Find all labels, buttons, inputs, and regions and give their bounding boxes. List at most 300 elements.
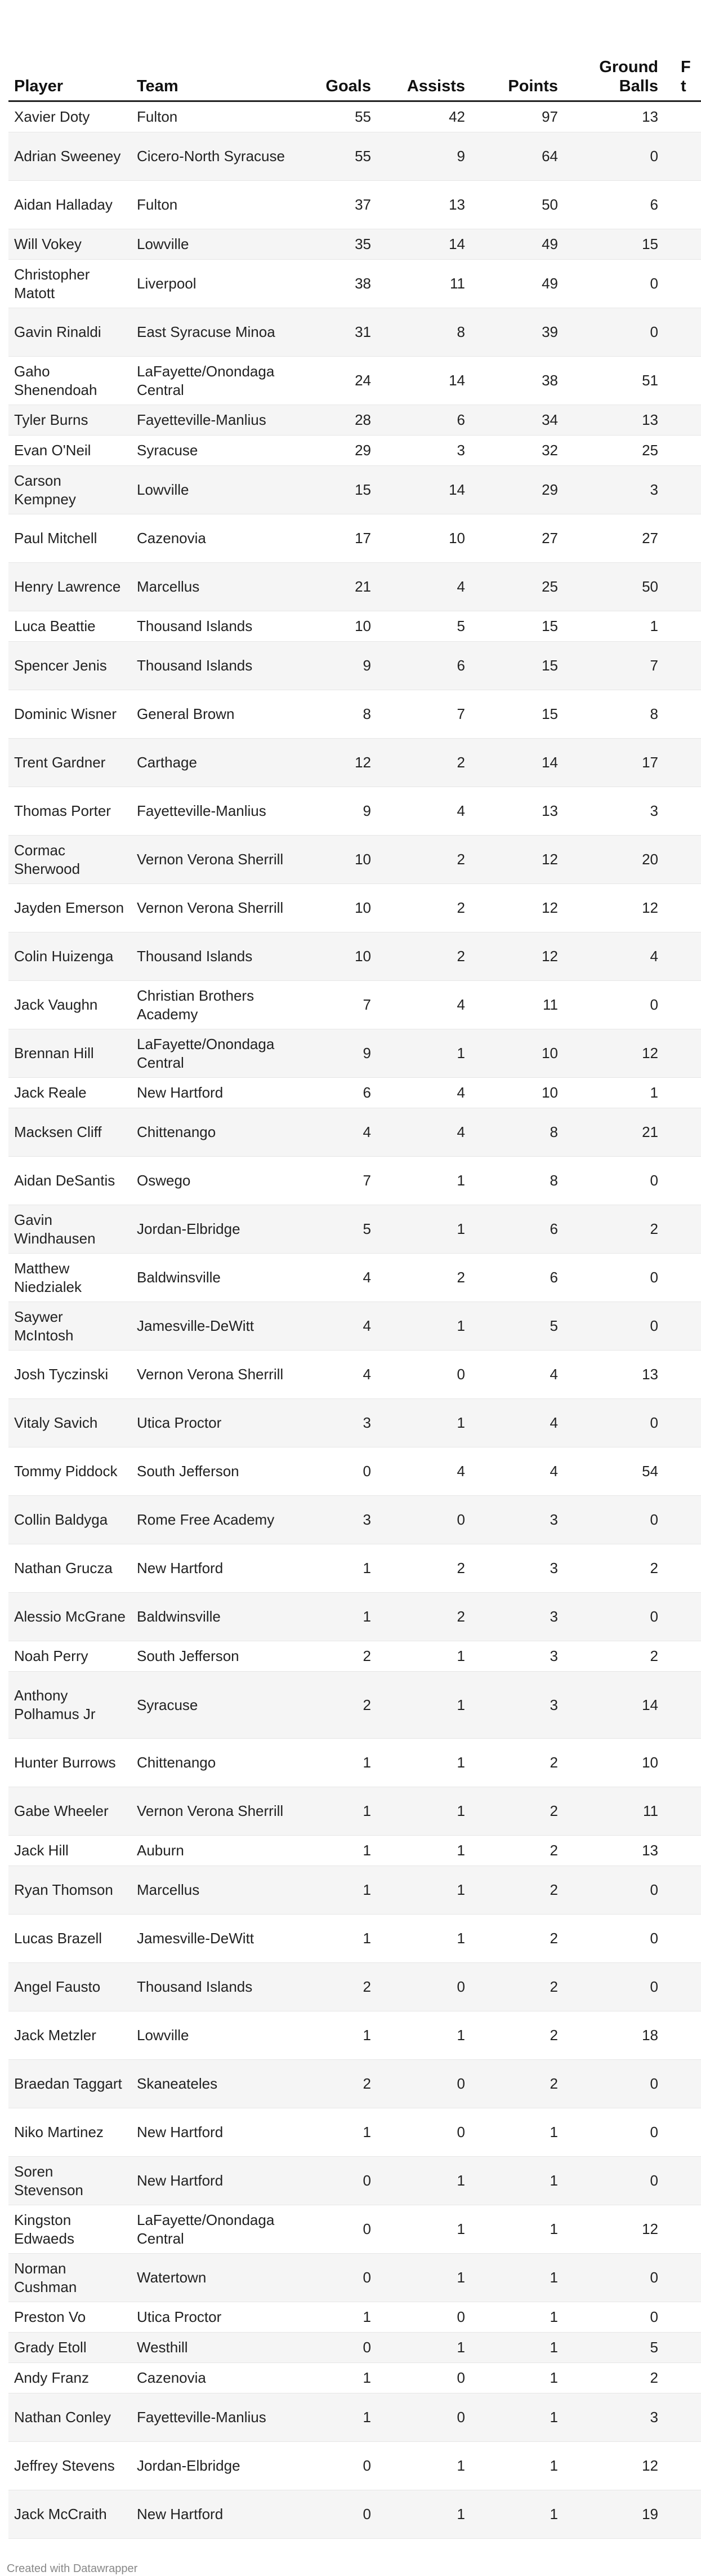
cell-player: Aidan Halladay	[8, 181, 131, 229]
cell-goals: 21	[300, 563, 377, 611]
cell-ground-balls: 12	[564, 884, 664, 932]
cell-player: Lucas Brazell	[8, 1915, 131, 1963]
cell-truncated	[664, 1157, 701, 1205]
cell-assists: 1	[377, 2490, 471, 2539]
table-row	[8, 690, 701, 739]
cell-ground-balls: 0	[564, 1915, 664, 1963]
cell-ground-balls: 0	[564, 2302, 664, 2333]
cell-ground-balls: 11	[564, 1787, 664, 1836]
cell-player: Paul Mitchell	[8, 514, 131, 563]
cell-truncated	[664, 1078, 701, 1108]
cell-ground-balls: 10	[564, 1739, 664, 1787]
table-row	[8, 1544, 701, 1593]
cell-points: 25	[471, 563, 564, 611]
cell-truncated	[664, 436, 701, 466]
cell-player: Evan O'Neil	[8, 436, 131, 466]
table-row	[8, 1108, 701, 1157]
cell-team: Oswego	[131, 1157, 300, 1205]
cell-assists: 7	[377, 690, 471, 739]
cell-team: Cazenovia	[131, 514, 300, 563]
cell-points: 1	[471, 2393, 564, 2442]
cell-assists: 1	[377, 2254, 471, 2302]
cell-truncated	[664, 514, 701, 563]
cell-player: Braedan Taggart	[8, 2060, 131, 2108]
cell-truncated	[664, 1915, 701, 1963]
cell-team: Utica Proctor	[131, 1399, 300, 1447]
cell-team: Jamesville-DeWitt	[131, 1915, 300, 1963]
cell-assists: 1	[377, 2157, 471, 2205]
cell-player: Colin Huizenga	[8, 932, 131, 981]
cell-truncated	[664, 101, 701, 132]
table-row	[8, 181, 701, 229]
table-row	[8, 514, 701, 563]
cell-team: Fulton	[131, 101, 300, 132]
cell-goals: 0	[300, 2254, 377, 2302]
cell-ground-balls: 0	[564, 260, 664, 308]
cell-assists: 13	[377, 181, 471, 229]
cell-ground-balls: 15	[564, 229, 664, 260]
table-row	[8, 1672, 701, 1739]
cell-team: Auburn	[131, 1836, 300, 1866]
cell-assists: 2	[377, 739, 471, 787]
column-header-truncated[interactable]: F t	[664, 34, 701, 101]
cell-team: Thousand Islands	[131, 642, 300, 690]
cell-assists: 4	[377, 1108, 471, 1157]
cell-truncated	[664, 2302, 701, 2333]
cell-goals: 0	[300, 2157, 377, 2205]
cell-points: 27	[471, 514, 564, 563]
table-row	[8, 1254, 701, 1302]
table-row	[8, 405, 701, 436]
cell-ground-balls: 50	[564, 563, 664, 611]
cell-points: 2	[471, 1836, 564, 1866]
cell-points: 3	[471, 1496, 564, 1544]
cell-points: 2	[471, 1866, 564, 1915]
cell-player: Aidan DeSantis	[8, 1157, 131, 1205]
cell-ground-balls: 2	[564, 1205, 664, 1254]
cell-player: Jack McCraith	[8, 2490, 131, 2539]
cell-player: Kingston Edwaeds	[8, 2205, 131, 2254]
cell-points: 5	[471, 1302, 564, 1351]
cell-truncated	[664, 1029, 701, 1078]
cell-team: South Jefferson	[131, 1641, 300, 1672]
cell-player: Carson Kempney	[8, 466, 131, 514]
cell-ground-balls: 0	[564, 2108, 664, 2157]
cell-ground-balls: 0	[564, 2060, 664, 2108]
cell-goals: 17	[300, 514, 377, 563]
cell-team: LaFayette/Onondaga Central	[131, 2205, 300, 2254]
table-row	[8, 642, 701, 690]
cell-points: 2	[471, 2011, 564, 2060]
cell-points: 1	[471, 2333, 564, 2363]
cell-team: Westhill	[131, 2333, 300, 2363]
cell-player: Hunter Burrows	[8, 1739, 131, 1787]
cell-assists: 3	[377, 436, 471, 466]
cell-points: 1	[471, 2302, 564, 2333]
cell-points: 1	[471, 2108, 564, 2157]
cell-points: 3	[471, 1544, 564, 1593]
cell-assists: 2	[377, 1544, 471, 1593]
cell-ground-balls: 3	[564, 466, 664, 514]
cell-truncated	[664, 690, 701, 739]
cell-player: Macksen Cliff	[8, 1108, 131, 1157]
cell-player: Andy Franz	[8, 2363, 131, 2393]
cell-goals: 2	[300, 1641, 377, 1672]
cell-truncated	[664, 642, 701, 690]
cell-ground-balls: 19	[564, 2490, 664, 2539]
cell-truncated	[664, 2011, 701, 2060]
cell-assists: 1	[377, 1157, 471, 1205]
cell-assists: 14	[377, 229, 471, 260]
column-header-ground-balls[interactable]: Ground Balls	[564, 34, 664, 101]
cell-ground-balls: 3	[564, 2393, 664, 2442]
cell-goals: 4	[300, 1254, 377, 1302]
cell-points: 29	[471, 466, 564, 514]
cell-ground-balls: 5	[564, 2333, 664, 2363]
table-row	[8, 1399, 701, 1447]
cell-goals: 1	[300, 1593, 377, 1641]
cell-points: 97	[471, 101, 564, 132]
table-row	[8, 836, 701, 884]
cell-team: East Syracuse Minoa	[131, 308, 300, 357]
cell-assists: 1	[377, 1836, 471, 1866]
cell-team: Fayetteville-Manlius	[131, 405, 300, 436]
cell-truncated	[664, 2393, 701, 2442]
cell-ground-balls: 0	[564, 1593, 664, 1641]
cell-player: Jack Vaughn	[8, 981, 131, 1029]
cell-goals: 1	[300, 2108, 377, 2157]
cell-assists: 1	[377, 1302, 471, 1351]
table-row	[8, 2011, 701, 2060]
cell-truncated	[664, 836, 701, 884]
cell-goals: 55	[300, 101, 377, 132]
cell-player: Luca Beattie	[8, 611, 131, 642]
cell-goals: 1	[300, 1787, 377, 1836]
cell-assists: 11	[377, 260, 471, 308]
cell-player: Josh Tyczinski	[8, 1351, 131, 1399]
cell-player: Dominic Wisner	[8, 690, 131, 739]
cell-goals: 4	[300, 1302, 377, 1351]
cell-player: Trent Gardner	[8, 739, 131, 787]
cell-team: Rome Free Academy	[131, 1496, 300, 1544]
cell-team: Fayetteville-Manlius	[131, 787, 300, 836]
cell-truncated	[664, 1544, 701, 1593]
cell-goals: 9	[300, 1029, 377, 1078]
cell-points: 4	[471, 1399, 564, 1447]
cell-ground-balls: 14	[564, 1672, 664, 1739]
cell-player: Jack Metzler	[8, 2011, 131, 2060]
cell-player: Tyler Burns	[8, 405, 131, 436]
table-row	[8, 2490, 701, 2539]
cell-ground-balls: 0	[564, 308, 664, 357]
cell-team: Lowville	[131, 229, 300, 260]
cell-assists: 4	[377, 563, 471, 611]
cell-team: Vernon Verona Sherrill	[131, 884, 300, 932]
cell-assists: 1	[377, 2442, 471, 2490]
cell-points: 13	[471, 787, 564, 836]
table-header-row	[8, 34, 701, 101]
table-row	[8, 1029, 701, 1078]
table-row	[8, 2254, 701, 2302]
cell-ground-balls: 0	[564, 1302, 664, 1351]
cell-points: 12	[471, 932, 564, 981]
cell-ground-balls: 12	[564, 2205, 664, 2254]
cell-ground-balls: 0	[564, 132, 664, 181]
cell-points: 14	[471, 739, 564, 787]
cell-team: LaFayette/Onondaga Central	[131, 357, 300, 405]
cell-truncated	[664, 229, 701, 260]
table-row	[8, 1866, 701, 1915]
cell-ground-balls: 0	[564, 1254, 664, 1302]
cell-team: New Hartford	[131, 1078, 300, 1108]
cell-truncated	[664, 981, 701, 1029]
cell-team: Syracuse	[131, 436, 300, 466]
cell-ground-balls: 27	[564, 514, 664, 563]
cell-assists: 0	[377, 2060, 471, 2108]
cell-player: Adrian Sweeney	[8, 132, 131, 181]
table-row	[8, 1205, 701, 1254]
cell-ground-balls: 54	[564, 1447, 664, 1496]
cell-team: Vernon Verona Sherrill	[131, 1787, 300, 1836]
cell-points: 4	[471, 1447, 564, 1496]
table-row	[8, 1496, 701, 1544]
cell-ground-balls: 17	[564, 739, 664, 787]
cell-points: 12	[471, 836, 564, 884]
cell-assists: 1	[377, 2011, 471, 2060]
cell-assists: 0	[377, 1496, 471, 1544]
cell-player: Henry Lawrence	[8, 563, 131, 611]
cell-team: Jordan-Elbridge	[131, 1205, 300, 1254]
cell-truncated	[664, 2442, 701, 2490]
table-row	[8, 357, 701, 405]
column-header-player[interactable]: Player	[8, 34, 131, 101]
cell-points: 2	[471, 1739, 564, 1787]
table-row	[8, 787, 701, 836]
cell-player: Norman Cushman	[8, 2254, 131, 2302]
cell-player: Tommy Piddock	[8, 1447, 131, 1496]
cell-assists: 4	[377, 981, 471, 1029]
cell-points: 15	[471, 611, 564, 642]
cell-goals: 10	[300, 836, 377, 884]
cell-ground-balls: 13	[564, 405, 664, 436]
table-row	[8, 1157, 701, 1205]
column-header-team[interactable]: Team	[131, 34, 300, 101]
cell-goals: 31	[300, 308, 377, 357]
cell-player: Soren Stevenson	[8, 2157, 131, 2205]
cell-truncated	[664, 2108, 701, 2157]
cell-goals: 55	[300, 132, 377, 181]
cell-truncated	[664, 405, 701, 436]
table-row	[8, 2393, 701, 2442]
cell-assists: 1	[377, 1739, 471, 1787]
cell-goals: 10	[300, 932, 377, 981]
cell-goals: 8	[300, 690, 377, 739]
cell-points: 1	[471, 2442, 564, 2490]
cell-truncated	[664, 1866, 701, 1915]
cell-points: 2	[471, 1963, 564, 2011]
cell-ground-balls: 12	[564, 1029, 664, 1078]
cell-team: Carthage	[131, 739, 300, 787]
cell-points: 32	[471, 436, 564, 466]
cell-goals: 29	[300, 436, 377, 466]
table-row	[8, 2157, 701, 2205]
cell-goals: 7	[300, 981, 377, 1029]
cell-goals: 7	[300, 1157, 377, 1205]
cell-points: 2	[471, 1787, 564, 1836]
cell-goals: 2	[300, 1963, 377, 2011]
cell-ground-balls: 2	[564, 1544, 664, 1593]
cell-truncated	[664, 1672, 701, 1739]
cell-player: Anthony Polhamus Jr	[8, 1672, 131, 1739]
cell-assists: 1	[377, 1787, 471, 1836]
cell-ground-balls: 0	[564, 2157, 664, 2205]
table-row	[8, 1078, 701, 1108]
cell-goals: 1	[300, 2302, 377, 2333]
cell-goals: 9	[300, 642, 377, 690]
cell-ground-balls: 21	[564, 1108, 664, 1157]
cell-player: Vitaly Savich	[8, 1399, 131, 1447]
cell-player: Xavier Doty	[8, 101, 131, 132]
cell-assists: 4	[377, 1447, 471, 1496]
cell-truncated	[664, 357, 701, 405]
cell-truncated	[664, 181, 701, 229]
cell-truncated	[664, 1787, 701, 1836]
cell-team: Syracuse	[131, 1672, 300, 1739]
cell-goals: 6	[300, 1078, 377, 1108]
cell-player: Matthew Niedzialek	[8, 1254, 131, 1302]
cell-goals: 0	[300, 1447, 377, 1496]
cell-ground-balls: 0	[564, 1399, 664, 1447]
cell-team: New Hartford	[131, 2108, 300, 2157]
cell-ground-balls: 51	[564, 357, 664, 405]
cell-team: Skaneateles	[131, 2060, 300, 2108]
cell-player: Alessio McGrane	[8, 1593, 131, 1641]
cell-player: Preston Vo	[8, 2302, 131, 2333]
table-row	[8, 739, 701, 787]
table-row	[8, 132, 701, 181]
cell-team: Fulton	[131, 181, 300, 229]
cell-player: Jayden Emerson	[8, 884, 131, 932]
cell-goals: 3	[300, 1399, 377, 1447]
cell-team: New Hartford	[131, 2157, 300, 2205]
cell-assists: 14	[377, 466, 471, 514]
table-row	[8, 2442, 701, 2490]
cell-assists: 1	[377, 1672, 471, 1739]
cell-truncated	[664, 611, 701, 642]
cell-points: 15	[471, 642, 564, 690]
column-header-goals[interactable]: Goals	[300, 34, 377, 101]
cell-ground-balls: 0	[564, 2254, 664, 2302]
cell-team: New Hartford	[131, 1544, 300, 1593]
table-row	[8, 884, 701, 932]
cell-ground-balls: 0	[564, 981, 664, 1029]
cell-truncated	[664, 563, 701, 611]
cell-assists: 1	[377, 1641, 471, 1672]
table-row	[8, 1447, 701, 1496]
cell-goals: 35	[300, 229, 377, 260]
cell-team: Cazenovia	[131, 2363, 300, 2393]
cell-goals: 4	[300, 1108, 377, 1157]
table-row	[8, 563, 701, 611]
column-header-points[interactable]: Points	[471, 34, 564, 101]
cell-assists: 0	[377, 2108, 471, 2157]
datawrapper-credit[interactable]: Created with Datawrapper	[7, 2562, 138, 2575]
cell-assists: 6	[377, 405, 471, 436]
cell-points: 38	[471, 357, 564, 405]
cell-team: Lowville	[131, 2011, 300, 2060]
cell-ground-balls: 25	[564, 436, 664, 466]
cell-player: Jeffrey Stevens	[8, 2442, 131, 2490]
cell-truncated	[664, 132, 701, 181]
cell-goals: 9	[300, 787, 377, 836]
cell-truncated	[664, 739, 701, 787]
cell-points: 11	[471, 981, 564, 1029]
cell-ground-balls: 2	[564, 2363, 664, 2393]
cell-team: New Hartford	[131, 2490, 300, 2539]
cell-ground-balls: 13	[564, 101, 664, 132]
cell-ground-balls: 13	[564, 1836, 664, 1866]
cell-assists: 0	[377, 1351, 471, 1399]
cell-player: Gavin Rinaldi	[8, 308, 131, 357]
cell-goals: 0	[300, 2333, 377, 2363]
table-row	[8, 308, 701, 357]
cell-team: Baldwinsville	[131, 1254, 300, 1302]
cell-player: Collin Baldyga	[8, 1496, 131, 1544]
cell-points: 10	[471, 1029, 564, 1078]
table-row	[8, 1351, 701, 1399]
cell-player: Jack Hill	[8, 1836, 131, 1866]
cell-assists: 5	[377, 611, 471, 642]
cell-assists: 2	[377, 884, 471, 932]
cell-team: Marcellus	[131, 1866, 300, 1915]
cell-assists: 4	[377, 787, 471, 836]
cell-goals: 12	[300, 739, 377, 787]
cell-truncated	[664, 884, 701, 932]
cell-truncated	[664, 1108, 701, 1157]
cell-ground-balls: 20	[564, 836, 664, 884]
cell-goals: 28	[300, 405, 377, 436]
cell-assists: 10	[377, 514, 471, 563]
cell-points: 12	[471, 884, 564, 932]
table-row	[8, 2108, 701, 2157]
cell-team: Vernon Verona Sherrill	[131, 836, 300, 884]
cell-player: Brennan Hill	[8, 1029, 131, 1078]
cell-team: Liverpool	[131, 260, 300, 308]
cell-team: Baldwinsville	[131, 1593, 300, 1641]
cell-assists: 1	[377, 2333, 471, 2363]
cell-goals: 10	[300, 611, 377, 642]
cell-assists: 1	[377, 1029, 471, 1078]
cell-assists: 0	[377, 2363, 471, 2393]
cell-truncated	[664, 1963, 701, 2011]
cell-ground-balls: 1	[564, 611, 664, 642]
cell-assists: 2	[377, 1593, 471, 1641]
cell-team: South Jefferson	[131, 1447, 300, 1496]
cell-ground-balls: 2	[564, 1641, 664, 1672]
cell-points: 49	[471, 229, 564, 260]
cell-assists: 2	[377, 932, 471, 981]
cell-assists: 1	[377, 1399, 471, 1447]
cell-player: Will Vokey	[8, 229, 131, 260]
cell-ground-balls: 3	[564, 787, 664, 836]
cell-truncated	[664, 1593, 701, 1641]
column-header-assists[interactable]: Assists	[377, 34, 471, 101]
cell-assists: 2	[377, 836, 471, 884]
cell-points: 2	[471, 2060, 564, 2108]
cell-truncated	[664, 2254, 701, 2302]
stats-table	[8, 34, 701, 2539]
table-body	[8, 101, 701, 2539]
